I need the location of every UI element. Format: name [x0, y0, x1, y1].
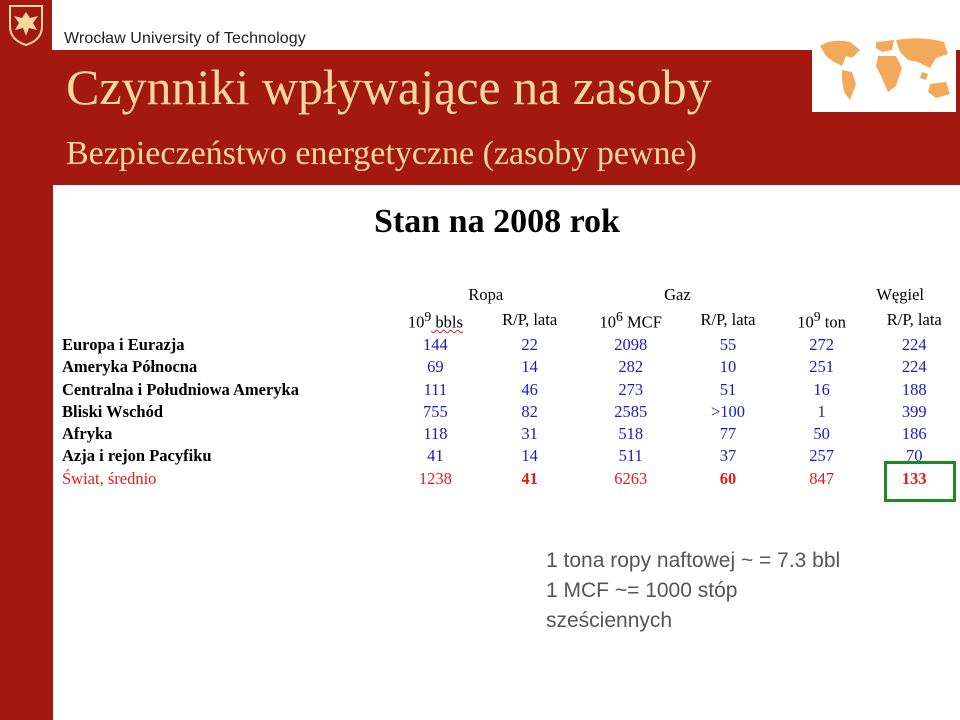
- row-region: Afryka: [62, 424, 113, 444]
- cell-value: 272: [809, 334, 834, 354]
- cell-value: 1: [817, 401, 826, 421]
- section-heading: Stan na 2008 rok: [374, 203, 620, 240]
- row-region: Bliski Wschód: [62, 401, 164, 421]
- cell-value: 282: [618, 357, 644, 377]
- total-value: 847: [809, 468, 834, 488]
- cell-value: 77: [719, 424, 737, 444]
- cell-value: 144: [423, 334, 448, 354]
- table-unit-header: [62, 306, 960, 334]
- note-line: sześciennych: [546, 609, 673, 632]
- unit-header-oil-volume: $10^9$ bbls: [407, 309, 463, 332]
- cell-value: 2098: [614, 334, 648, 354]
- cell-value: 755: [423, 401, 448, 421]
- table-row: [62, 423, 960, 445]
- cell-value: 518: [618, 424, 644, 444]
- row-region: Europa i Eurazja: [62, 334, 185, 354]
- table-row: [62, 401, 960, 423]
- cell-value: 111: [423, 379, 448, 399]
- table-row: [62, 356, 960, 378]
- cell-value: 2585: [614, 401, 648, 421]
- total-value: 1238: [418, 468, 452, 488]
- table-row: [62, 378, 960, 400]
- cell-value: 41: [427, 446, 444, 466]
- cell-value: 50: [813, 424, 830, 444]
- unit-header-gas-volume: $10^6$ MCF: [599, 309, 662, 332]
- cell-value: 186: [901, 424, 927, 444]
- row-region: Ameryka Północna: [62, 357, 198, 377]
- slide-subtitle: Bezpieczeństwo energetyczne (zasoby pewne): [66, 135, 697, 172]
- unit-header-oil-rp: R/P, lata: [502, 310, 558, 330]
- cell-value: 46: [521, 379, 538, 399]
- table-group-header: [62, 284, 960, 306]
- cell-value: 37: [719, 446, 737, 466]
- group-header-ropa: Ropa: [468, 285, 504, 305]
- cell-value: 224: [901, 334, 927, 354]
- left-brand-bar: [0, 50, 53, 720]
- table-row: [62, 445, 960, 467]
- eagle-shield-icon: [8, 4, 44, 46]
- cell-value: 82: [521, 401, 538, 421]
- total-region: Świat, średnio: [62, 468, 157, 488]
- cell-value: >100: [710, 401, 746, 421]
- cell-value: 251: [809, 357, 834, 377]
- cell-value: 16: [813, 379, 830, 399]
- slide-title: Czynniki wpływające na zasoby: [66, 59, 712, 115]
- unit-header-coal-volume: $10^9$ ton: [797, 309, 846, 332]
- university-name: Wrocław University of Technology: [64, 30, 306, 47]
- unit-header-coal-rp: R/P, lata: [886, 310, 942, 330]
- cell-value: 14: [521, 446, 538, 466]
- row-region: Azja i rejon Pacyfiku: [62, 446, 212, 466]
- cell-value: 511: [618, 446, 643, 466]
- highlight-box: [884, 461, 956, 502]
- table-row: [62, 334, 960, 356]
- total-value: 60: [719, 468, 737, 488]
- reserves-table: [62, 284, 960, 490]
- cell-value: 14: [521, 357, 538, 377]
- cell-value: 55: [719, 334, 737, 354]
- unit-header-gas-rp: R/P, lata: [700, 310, 756, 330]
- notes: [546, 546, 840, 636]
- cell-value: 188: [901, 379, 927, 399]
- table-total-row: [62, 468, 960, 490]
- cell-value: 22: [521, 334, 538, 354]
- note-line: 1 tona ropy naftowej ~ = 7.3 bbl: [546, 549, 841, 572]
- cell-value: 10: [719, 357, 737, 377]
- cell-value: 224: [901, 357, 927, 377]
- world-map-icon: [812, 32, 956, 112]
- cell-value: 31: [521, 424, 538, 444]
- total-value: 133: [901, 468, 927, 488]
- world-map-image: [812, 32, 956, 112]
- cell-value: 399: [901, 401, 927, 421]
- total-value: 41: [521, 468, 538, 488]
- cell-value: 273: [618, 379, 644, 399]
- cell-value: 70: [906, 446, 923, 466]
- cell-value: 118: [423, 424, 448, 444]
- note-line: 1 MCF ~= 1000 stóp: [546, 579, 738, 602]
- university-logo: [0, 0, 52, 50]
- cell-value: 257: [809, 446, 834, 466]
- total-value: 6263: [614, 468, 648, 488]
- group-header-wegiel: Węgiel: [876, 285, 924, 305]
- group-header-gaz: Gaz: [664, 285, 691, 305]
- cell-value: 51: [719, 379, 737, 399]
- row-region: Centralna i Południowa Ameryka: [62, 379, 299, 399]
- cell-value: 69: [427, 357, 444, 377]
